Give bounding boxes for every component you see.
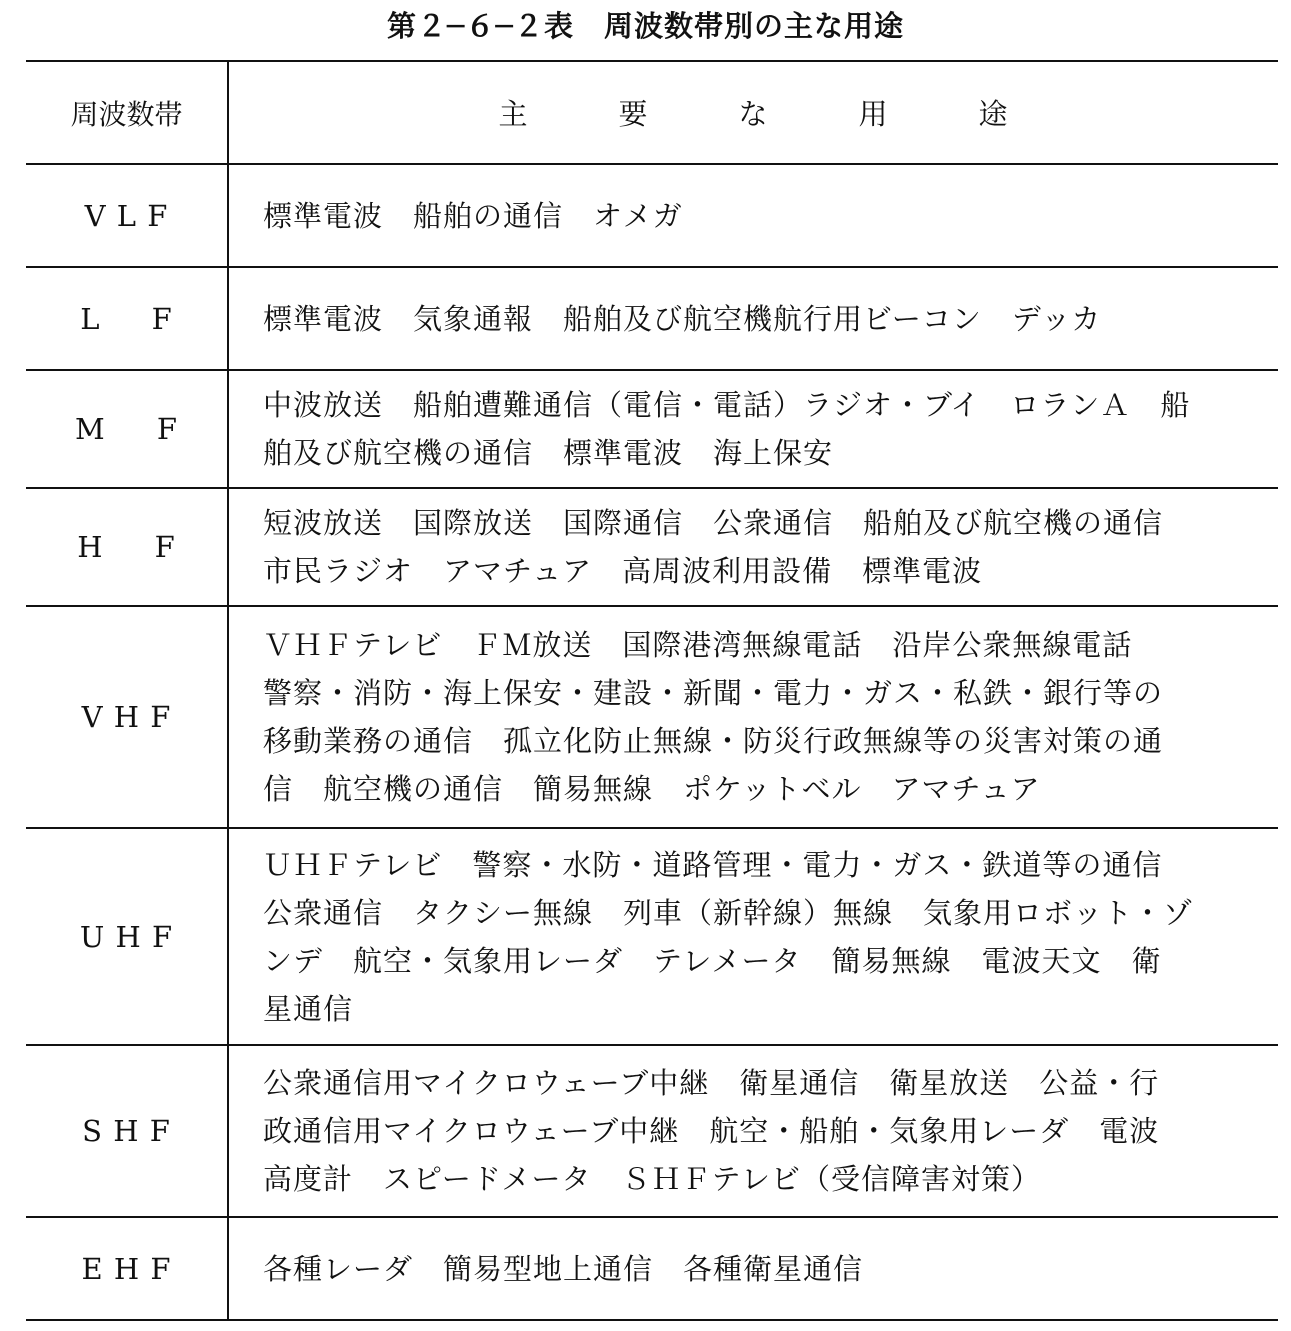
band-uses — [228, 370, 1278, 488]
use-line: 信 航空機の通信 簡易無線 ポケットベル アマチュア — [263, 772, 1041, 806]
table-row — [26, 828, 1278, 1045]
band-uses — [228, 1045, 1278, 1217]
use-line: 標準電波 船舶の通信 オメガ — [263, 198, 683, 233]
use-line: 移動業務の通信 孤立化防止無線・防災行政無線等の災害対策の通 — [263, 724, 1164, 758]
use-line: 高度計 スピードメータ ＳＨＦテレビ（受信障害対策） — [263, 1162, 1041, 1196]
use-line: ＶＨＦテレビ ＦＭ放送 国際港湾無線電話 沿岸公衆無線電話 — [263, 628, 1133, 662]
header-band: 周波数帯 — [26, 61, 228, 164]
band-name: L F — [26, 267, 228, 370]
use-line: 短波放送 国際放送 国際通信 公衆通信 船舶及び航空機の通信 — [263, 506, 1164, 540]
use-line: 星通信 — [263, 991, 354, 1026]
band-uses — [228, 164, 1278, 267]
use-line: 公衆通信用マイクロウェーブ中継 衛星通信 衛星放送 公益・行 — [263, 1066, 1160, 1100]
table-row — [26, 370, 1278, 488]
band-name: U H F — [26, 828, 228, 1045]
band-uses — [228, 1217, 1278, 1320]
header-use-char: な — [738, 97, 769, 131]
table-row — [26, 1217, 1278, 1320]
use-line: 警察・消防・海上保安・建設・新聞・電力・ガス・私鉄・銀行等の — [263, 676, 1164, 710]
frequency-band-table — [26, 60, 1278, 1321]
band-name: V H F — [26, 606, 228, 828]
use-line: 舶及び航空機の通信 標準電波 海上保安 — [263, 436, 834, 470]
header-use-char: 途 — [978, 97, 1009, 131]
band-name: V L F — [26, 164, 228, 267]
header-use — [228, 61, 1278, 164]
use-line: ＵＨＦテレビ 警察・水防・道路管理・電力・ガス・鉄道等の通信 — [263, 847, 1163, 882]
band-name: M F — [26, 370, 228, 488]
use-line: 公衆通信 タクシー無線 列車（新幹線）無線 気象用ロボット・ゾ — [263, 895, 1194, 930]
table-row — [26, 164, 1278, 267]
band-uses — [228, 267, 1278, 370]
use-line: ンデ 航空・気象用レーダ テレメータ 簡易無線 電波天文 衛 — [263, 943, 1162, 978]
band-name: H F — [26, 488, 228, 606]
table-header-row — [26, 61, 1278, 164]
use-line: 標準電波 気象通報 船舶及び航空機航行用ビーコン デッカ — [263, 301, 1102, 336]
band-name: E H F — [26, 1217, 228, 1320]
table-row — [26, 606, 1278, 828]
band-uses — [228, 828, 1278, 1045]
use-line: 各種レーダ 簡易型地上通信 各種衛星通信 — [263, 1251, 864, 1286]
header-use-char: 用 — [858, 97, 889, 131]
use-line: 中波放送 船舶遭難通信（電信・電話）ラジオ・ブイ ロランＡ 船 — [263, 388, 1191, 422]
band-uses — [228, 606, 1278, 828]
header-use-char: 要 — [618, 97, 649, 131]
table-row — [26, 1045, 1278, 1217]
use-line: 市民ラジオ アマチュア 高周波利用設備 標準電波 — [263, 554, 983, 588]
band-uses — [228, 488, 1278, 606]
table-row — [26, 267, 1278, 370]
page-title: 第２─６─２表 周波数帯別の主な用途 — [387, 9, 904, 43]
table-row — [26, 488, 1278, 606]
band-name: S H F — [26, 1045, 228, 1217]
use-line: 政通信用マイクロウェーブ中継 航空・船舶・気象用レーダ 電波 — [263, 1114, 1160, 1148]
header-use-char: 主 — [498, 97, 529, 131]
